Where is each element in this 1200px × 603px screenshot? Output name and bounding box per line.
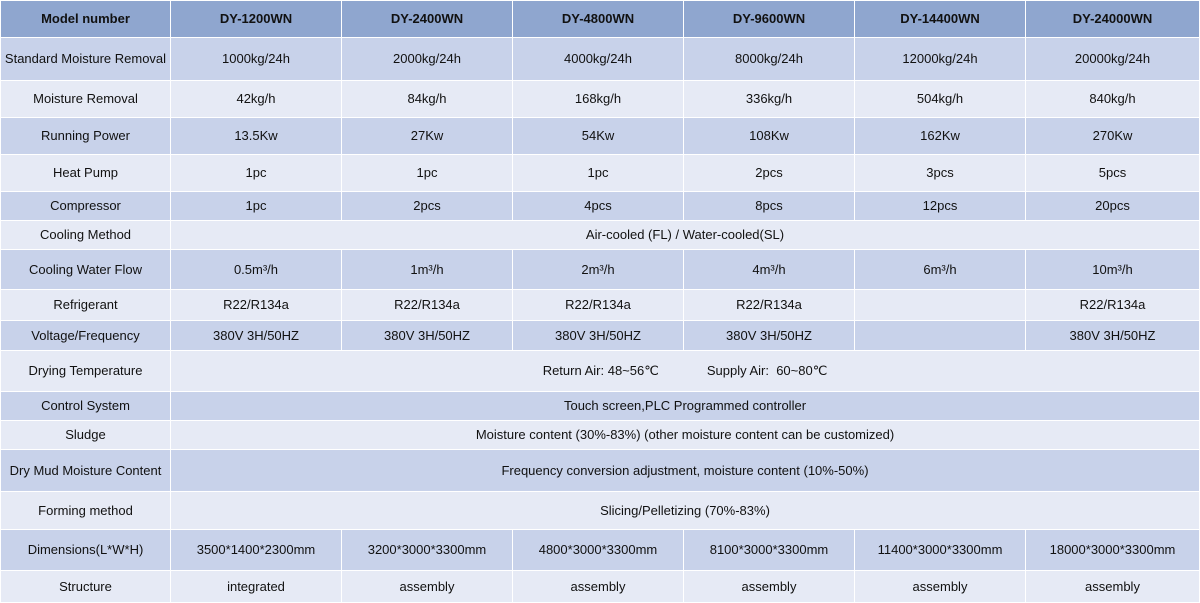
row-compressor <box>1 192 1200 221</box>
cell-value: 5pcs <box>1026 155 1200 192</box>
cell-value: 380V 3H/50HZ <box>342 321 513 351</box>
cell-value: R22/R134a <box>1026 290 1200 321</box>
cell-value: 4800*3000*3300mm <box>513 530 684 571</box>
cell-value: 4pcs <box>513 192 684 221</box>
cell-value: 8000kg/24h <box>684 38 855 81</box>
row-label: Heat Pump <box>1 155 171 192</box>
row-label: Standard Moisture Removal <box>1 38 171 81</box>
cell-value-merged: Air-cooled (FL) / Water-cooled(SL) <box>171 221 1200 250</box>
cell-value-empty <box>855 321 1026 351</box>
row-label: Dimensions(L*W*H) <box>1 530 171 571</box>
model-name: DY-14400WN <box>855 1 1026 38</box>
cell-value: 27Kw <box>342 118 513 155</box>
row-standard-moisture-removal <box>1 38 1200 81</box>
row-sludge <box>1 421 1200 450</box>
cell-value: 12000kg/24h <box>855 38 1026 81</box>
cell-value-merged: Frequency conversion adjustment, moisture content (10%-50%) <box>171 450 1200 492</box>
cell-value: 8100*3000*3300mm <box>684 530 855 571</box>
cell-value: 1pc <box>342 155 513 192</box>
cell-value: 1m³/h <box>342 250 513 290</box>
cell-value: 380V 3H/50HZ <box>513 321 684 351</box>
row-control-system <box>1 392 1200 421</box>
row-label: Structure <box>1 571 171 603</box>
cell-value: 1pc <box>171 192 342 221</box>
cell-value: 4m³/h <box>684 250 855 290</box>
cell-value: 336kg/h <box>684 81 855 118</box>
model-name: DY-9600WN <box>684 1 855 38</box>
cell-value: 2pcs <box>684 155 855 192</box>
cell-value: 12pcs <box>855 192 1026 221</box>
row-structure <box>1 571 1200 603</box>
cell-value: assembly <box>513 571 684 603</box>
model-name: DY-1200WN <box>171 1 342 38</box>
model-name: DY-24000WN <box>1026 1 1200 38</box>
cell-value: 2pcs <box>342 192 513 221</box>
cell-value: 504kg/h <box>855 81 1026 118</box>
cell-value: 1000kg/24h <box>171 38 342 81</box>
cell-value: 11400*3000*3300mm <box>855 530 1026 571</box>
cell-value: 270Kw <box>1026 118 1200 155</box>
cell-value: 2m³/h <box>513 250 684 290</box>
return-air-value: Return Air: 48~56℃ <box>542 363 659 378</box>
cell-value-merged: Slicing/Pelletizing (70%-83%) <box>171 492 1200 530</box>
cell-value: 380V 3H/50HZ <box>171 321 342 351</box>
row-label: Cooling Method <box>1 221 171 250</box>
cell-value: 168kg/h <box>513 81 684 118</box>
supply-air-value: Supply Air: 60~80℃ <box>706 363 828 378</box>
cell-value: 18000*3000*3300mm <box>1026 530 1200 571</box>
row-label: Control System <box>1 392 171 421</box>
cell-value: assembly <box>684 571 855 603</box>
cell-value: 3pcs <box>855 155 1026 192</box>
row-heat-pump <box>1 155 1200 192</box>
cell-value: assembly <box>1026 571 1200 603</box>
cell-value-merged: Touch screen,PLC Programmed controller <box>171 392 1200 421</box>
row-label: Moisture Removal <box>1 81 171 118</box>
cell-value: 380V 3H/50HZ <box>684 321 855 351</box>
cell-value: assembly <box>342 571 513 603</box>
row-drying-temperature <box>1 351 1200 392</box>
cell-value: 8pcs <box>684 192 855 221</box>
cell-value: 1pc <box>171 155 342 192</box>
model-name: DY-4800WN <box>513 1 684 38</box>
row-dimensions <box>1 530 1200 571</box>
row-label: Forming method <box>1 492 171 530</box>
row-label: Sludge <box>1 421 171 450</box>
row-label: Compressor <box>1 192 171 221</box>
row-label: Dry Mud Moisture Content <box>1 450 171 492</box>
cell-value: 380V 3H/50HZ <box>1026 321 1200 351</box>
cell-value: R22/R134a <box>513 290 684 321</box>
cell-value: 840kg/h <box>1026 81 1200 118</box>
cell-value: 54Kw <box>513 118 684 155</box>
cell-value: 108Kw <box>684 118 855 155</box>
cell-value: 10m³/h <box>1026 250 1200 290</box>
cell-value: assembly <box>855 571 1026 603</box>
cell-value: 0.5m³/h <box>171 250 342 290</box>
cell-value: 4000kg/24h <box>513 38 684 81</box>
row-moisture-removal <box>1 81 1200 118</box>
cell-value: 162Kw <box>855 118 1026 155</box>
row-label: Refrigerant <box>1 290 171 321</box>
row-cooling-water-flow <box>1 250 1200 290</box>
row-label: Cooling Water Flow <box>1 250 171 290</box>
row-dry-mud-moisture <box>1 450 1200 492</box>
cell-value: 42kg/h <box>171 81 342 118</box>
cell-value-merged: Moisture content (30%-83%) (other moisture content can be customized) <box>171 421 1200 450</box>
cell-value: 3500*1400*2300mm <box>171 530 342 571</box>
row-cooling-method <box>1 221 1200 250</box>
cell-value: 3200*3000*3300mm <box>342 530 513 571</box>
row-label: Voltage/Frequency <box>1 321 171 351</box>
row-label: Drying Temperature <box>1 351 171 392</box>
cell-value-empty <box>855 290 1026 321</box>
cell-value: R22/R134a <box>342 290 513 321</box>
cell-value: 20pcs <box>1026 192 1200 221</box>
row-running-power <box>1 118 1200 155</box>
cell-value: 2000kg/24h <box>342 38 513 81</box>
cell-value: 20000kg/24h <box>1026 38 1200 81</box>
row-refrigerant <box>1 290 1200 321</box>
cell-value: integrated <box>171 571 342 603</box>
cell-value: R22/R134a <box>171 290 342 321</box>
cell-value: 6m³/h <box>855 250 1026 290</box>
header-row <box>1 1 1200 38</box>
row-voltage-frequency <box>1 321 1200 351</box>
cell-value-merged <box>171 351 1200 392</box>
cell-value: 1pc <box>513 155 684 192</box>
row-label: Running Power <box>1 118 171 155</box>
model-number-label: Model number <box>1 1 171 38</box>
cell-value: R22/R134a <box>684 290 855 321</box>
cell-value: 13.5Kw <box>171 118 342 155</box>
cell-value: 84kg/h <box>342 81 513 118</box>
row-forming-method <box>1 492 1200 530</box>
model-name: DY-2400WN <box>342 1 513 38</box>
